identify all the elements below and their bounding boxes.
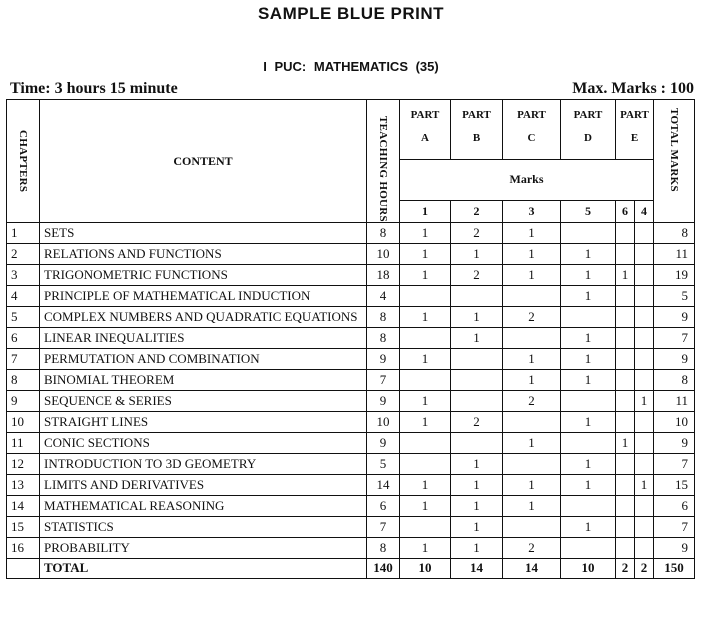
part-c-marks: 1 <box>503 264 561 285</box>
part-a-marks: 1 <box>400 243 451 264</box>
part-e6-marks <box>616 453 635 474</box>
part-d-marks: 1 <box>561 369 616 390</box>
part-a-marks <box>400 369 451 390</box>
part-b-marks: 1 <box>451 495 503 516</box>
total-marks: 6 <box>654 495 695 516</box>
teaching-hours: 7 <box>367 516 400 537</box>
total-marks: 15 <box>654 474 695 495</box>
total-e6: 2 <box>616 558 635 578</box>
chapter-number: 9 <box>7 390 40 411</box>
part-d-marks <box>561 537 616 558</box>
chapter-content: SETS <box>40 222 367 243</box>
table-row <box>7 243 695 264</box>
total-marks: 9 <box>654 537 695 558</box>
mark-value-e6: 6 <box>616 200 635 222</box>
chapter-number: 15 <box>7 516 40 537</box>
part-b-marks: 1 <box>451 327 503 348</box>
chapter-number: 7 <box>7 348 40 369</box>
part-e4-marks <box>635 306 654 327</box>
part-b-marks: 2 <box>451 222 503 243</box>
part-a-marks <box>400 285 451 306</box>
part-b-marks: 2 <box>451 264 503 285</box>
part-a-marks: 1 <box>400 222 451 243</box>
part-b-marks: 1 <box>451 516 503 537</box>
teaching-hours: 8 <box>367 306 400 327</box>
total-marks: 9 <box>654 432 695 453</box>
table-row <box>7 474 695 495</box>
part-e6-marks <box>616 222 635 243</box>
teaching-hours: 9 <box>367 390 400 411</box>
part-e6-marks: 1 <box>616 264 635 285</box>
chapter-rows <box>7 222 695 558</box>
teaching-hours: 4 <box>367 285 400 306</box>
total-b: 14 <box>451 558 503 578</box>
part-e6-marks <box>616 285 635 306</box>
chapter-number: 10 <box>7 411 40 432</box>
part-c-marks <box>503 285 561 306</box>
part-a-marks: 1 <box>400 495 451 516</box>
chapter-content: SEQUENCE & SERIES <box>40 390 367 411</box>
grand-total: 150 <box>654 558 695 578</box>
mark-value-b: 2 <box>451 200 503 222</box>
subject-title: I PUC: MATHEMATICS (35) <box>263 59 439 74</box>
total-hours: 140 <box>367 558 400 578</box>
part-a-marks: 1 <box>400 390 451 411</box>
part-c-marks <box>503 516 561 537</box>
part-c-marks: 2 <box>503 390 561 411</box>
table-row <box>7 327 695 348</box>
part-d-marks: 1 <box>561 327 616 348</box>
part-e4-marks <box>635 264 654 285</box>
part-b-marks <box>451 369 503 390</box>
part-e6-marks <box>616 243 635 264</box>
mark-value-c: 3 <box>503 200 561 222</box>
total-a: 10 <box>400 558 451 578</box>
chapter-number: 13 <box>7 474 40 495</box>
part-b-marks: 1 <box>451 453 503 474</box>
max-marks: Max. Marks : 100 <box>572 80 694 97</box>
chapter-content: TRIGONOMETRIC FUNCTIONS <box>40 264 367 285</box>
part-d-marks <box>561 495 616 516</box>
teaching-hours: 7 <box>367 369 400 390</box>
chapter-content: STRAIGHT LINES <box>40 411 367 432</box>
part-c-marks: 1 <box>503 348 561 369</box>
part-e4-marks <box>635 495 654 516</box>
total-marks: 11 <box>654 243 695 264</box>
teaching-hours: 14 <box>367 474 400 495</box>
chapter-content: STATISTICS <box>40 516 367 537</box>
teaching-hours-label: TEACHING HOURS <box>377 116 389 222</box>
chapter-number: 16 <box>7 537 40 558</box>
table-row <box>7 264 695 285</box>
part-e4-marks <box>635 537 654 558</box>
part-a-marks: 1 <box>400 474 451 495</box>
chapter-number: 1 <box>7 222 40 243</box>
totals-row <box>7 558 695 578</box>
part-e4-marks <box>635 348 654 369</box>
chapters-header-label: CHAPTERS <box>17 129 29 193</box>
table-row <box>7 537 695 558</box>
total-marks-header <box>654 100 695 223</box>
chapter-content: LIMITS AND DERIVATIVES <box>40 474 367 495</box>
total-marks: 8 <box>654 222 695 243</box>
part-b-marks <box>451 285 503 306</box>
part-a-marks: 1 <box>400 264 451 285</box>
part-d-header: PART D <box>561 100 616 160</box>
part-a-marks <box>400 453 451 474</box>
teaching-hours: 18 <box>367 264 400 285</box>
part-e4-marks <box>635 327 654 348</box>
part-c-marks <box>503 453 561 474</box>
chapter-content: CONIC SECTIONS <box>40 432 367 453</box>
part-e6-marks: 1 <box>616 432 635 453</box>
part-b-marks: 1 <box>451 537 503 558</box>
part-e6-marks <box>616 348 635 369</box>
part-a-marks: 1 <box>400 306 451 327</box>
content-header <box>40 100 367 223</box>
total-marks: 11 <box>654 390 695 411</box>
part-d-marks: 1 <box>561 348 616 369</box>
part-d-marks: 1 <box>561 516 616 537</box>
chapter-content: PROBABILITY <box>40 537 367 558</box>
table-row <box>7 495 695 516</box>
teaching-hours-header <box>367 100 400 223</box>
part-d-marks: 1 <box>561 243 616 264</box>
part-c-marks: 1 <box>503 222 561 243</box>
chapter-number: 2 <box>7 243 40 264</box>
teaching-hours: 8 <box>367 327 400 348</box>
part-e4-marks <box>635 243 654 264</box>
part-e4-marks <box>635 222 654 243</box>
part-b-marks <box>451 390 503 411</box>
table-row <box>7 369 695 390</box>
part-e4-marks <box>635 369 654 390</box>
part-e6-marks <box>616 537 635 558</box>
part-e4-marks <box>635 411 654 432</box>
part-c-marks: 2 <box>503 306 561 327</box>
part-e4-marks: 1 <box>635 474 654 495</box>
part-e4-marks <box>635 516 654 537</box>
part-a-header: PART A <box>400 100 451 160</box>
part-e6-marks <box>616 516 635 537</box>
part-a-marks: 1 <box>400 411 451 432</box>
part-d-marks <box>561 222 616 243</box>
part-b-marks <box>451 348 503 369</box>
mark-value-d: 5 <box>561 200 616 222</box>
part-c-header: PART C <box>503 100 561 160</box>
part-e-header: PART E <box>616 100 654 160</box>
part-e4-marks <box>635 453 654 474</box>
part-b-marks: 2 <box>451 411 503 432</box>
chapter-content: RELATIONS AND FUNCTIONS <box>40 243 367 264</box>
total-marks: 19 <box>654 264 695 285</box>
total-marks: 7 <box>654 516 695 537</box>
page-title: SAMPLE BLUE PRINT <box>257 4 445 23</box>
chapter-content: BINOMIAL THEOREM <box>40 369 367 390</box>
table-row <box>7 306 695 327</box>
part-e4-marks: 1 <box>635 390 654 411</box>
part-d-marks <box>561 306 616 327</box>
part-b-marks <box>451 432 503 453</box>
part-e6-marks <box>616 369 635 390</box>
teaching-hours: 9 <box>367 432 400 453</box>
table-row <box>7 516 695 537</box>
chapter-number: 8 <box>7 369 40 390</box>
part-e6-marks <box>616 327 635 348</box>
part-c-marks: 1 <box>503 243 561 264</box>
part-c-marks: 2 <box>503 537 561 558</box>
chapter-content: COMPLEX NUMBERS AND QUADRATIC EQUATIONS <box>40 306 367 327</box>
table-row <box>7 222 695 243</box>
part-d-marks <box>561 432 616 453</box>
part-d-marks: 1 <box>561 453 616 474</box>
part-e4-marks <box>635 432 654 453</box>
chapters-header <box>7 100 40 223</box>
table-row <box>7 285 695 306</box>
total-e4: 2 <box>635 558 654 578</box>
part-e6-marks <box>616 411 635 432</box>
teaching-hours: 5 <box>367 453 400 474</box>
table-row <box>7 348 695 369</box>
part-a-marks <box>400 432 451 453</box>
exam-duration: Time: 3 hours 15 minute <box>10 80 178 97</box>
chapter-number: 5 <box>7 306 40 327</box>
part-b-header: PART B <box>451 100 503 160</box>
chapter-number: 6 <box>7 327 40 348</box>
part-c-marks: 1 <box>503 474 561 495</box>
total-marks: 5 <box>654 285 695 306</box>
teaching-hours: 8 <box>367 222 400 243</box>
table-row <box>7 411 695 432</box>
total-d: 10 <box>561 558 616 578</box>
part-e4-marks <box>635 285 654 306</box>
part-c-marks: 1 <box>503 369 561 390</box>
chapter-number: 12 <box>7 453 40 474</box>
part-b-marks: 1 <box>451 243 503 264</box>
part-d-marks: 1 <box>561 474 616 495</box>
part-e6-marks <box>616 474 635 495</box>
part-b-marks: 1 <box>451 306 503 327</box>
part-c-marks: 1 <box>503 495 561 516</box>
total-marks: 8 <box>654 369 695 390</box>
part-d-marks: 1 <box>561 411 616 432</box>
content-header-label: CONTENT <box>173 153 233 168</box>
part-c-marks: 1 <box>503 432 561 453</box>
blueprint-table <box>6 99 695 579</box>
part-b-marks: 1 <box>451 474 503 495</box>
chapter-number: 11 <box>7 432 40 453</box>
teaching-hours: 10 <box>367 243 400 264</box>
table-row <box>7 453 695 474</box>
total-marks-label: TOTAL MARKS <box>668 108 680 192</box>
teaching-hours: 9 <box>367 348 400 369</box>
part-a-marks: 1 <box>400 537 451 558</box>
teaching-hours: 8 <box>367 537 400 558</box>
chapter-content: PRINCIPLE OF MATHEMATICAL INDUCTION <box>40 285 367 306</box>
chapter-content: PERMUTATION AND COMBINATION <box>40 348 367 369</box>
part-e6-marks <box>616 390 635 411</box>
part-e6-marks <box>616 495 635 516</box>
mark-value-e4: 4 <box>635 200 654 222</box>
mark-value-a: 1 <box>400 200 451 222</box>
part-d-marks: 1 <box>561 264 616 285</box>
chapter-number: 14 <box>7 495 40 516</box>
total-c: 14 <box>503 558 561 578</box>
marks-header: Marks <box>400 159 654 200</box>
part-c-marks <box>503 411 561 432</box>
part-a-marks: 1 <box>400 348 451 369</box>
chapter-number: 3 <box>7 264 40 285</box>
total-marks: 7 <box>654 327 695 348</box>
part-a-marks <box>400 327 451 348</box>
total-label: TOTAL <box>40 558 367 578</box>
part-e6-marks <box>616 306 635 327</box>
total-marks: 9 <box>654 306 695 327</box>
total-marks: 7 <box>654 453 695 474</box>
total-marks: 10 <box>654 411 695 432</box>
chapter-content: INTRODUCTION TO 3D GEOMETRY <box>40 453 367 474</box>
teaching-hours: 10 <box>367 411 400 432</box>
part-d-marks: 1 <box>561 285 616 306</box>
table-row <box>7 390 695 411</box>
part-a-marks <box>400 516 451 537</box>
chapter-content: MATHEMATICAL REASONING <box>40 495 367 516</box>
part-d-marks <box>561 390 616 411</box>
chapter-number: 4 <box>7 285 40 306</box>
teaching-hours: 6 <box>367 495 400 516</box>
table-row <box>7 432 695 453</box>
part-c-marks <box>503 327 561 348</box>
total-marks: 9 <box>654 348 695 369</box>
chapter-content: LINEAR INEQUALITIES <box>40 327 367 348</box>
